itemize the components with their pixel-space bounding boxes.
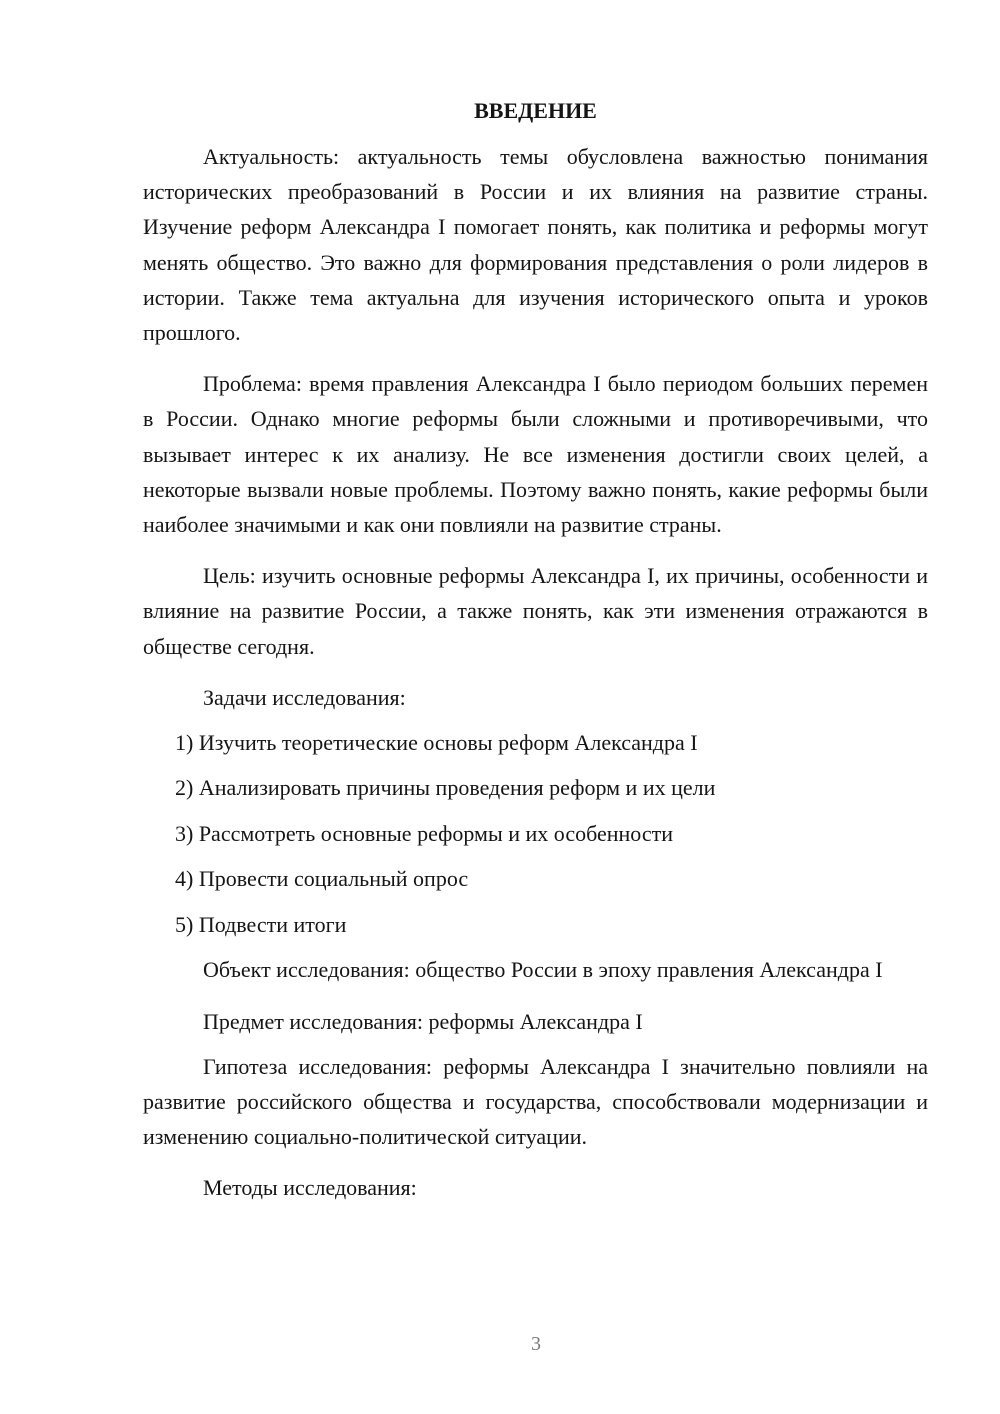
list-item: 4) Провести социальный опрос — [175, 866, 469, 892]
list-item: 1) Изучить теоретические основы реформ Александра I — [175, 729, 698, 755]
goal-paragraph: Цель: изучить основные реформы Александра I, их причины, особенности и влияние на развитие России, а также понять, как эти изменения отражаются в обществе сегодня. — [143, 563, 928, 659]
section-title: ВВЕДЕНИЕ — [474, 98, 597, 123]
tasks-list — [143, 725, 928, 942]
hypothesis-paragraph: Гипотеза исследования: реформы Александра I значительно повлияли на развитие российского общества и государства, способствовали модернизации и изменению социально-политической ситуации. — [143, 1053, 928, 1149]
subject-paragraph: Предмет исследования: реформы Александра I — [203, 1008, 643, 1034]
list-item: 3) Рассмотреть основные реформы и их особенности — [175, 820, 674, 846]
page-content — [143, 96, 928, 1215]
tasks-heading: Задачи исследования: — [203, 684, 406, 710]
page-number: 3 — [531, 1333, 541, 1355]
object-paragraph: Объект исследования: общество России в эпоху правления Александра I — [203, 957, 883, 983]
relevance-paragraph: Актуальность: актуальность темы обусловлена важностью понимания исторических преобразований в России и их влияния на развитие страны. Изучение реформ Александра I помогает понять, как политика и реформы могут менять общество. Это важно для формирования представления о роли лидеров в истории. Также тема актуальна для изучения исторического опыта и уроков прошлого. — [143, 144, 928, 346]
list-item: 5) Подвести итоги — [175, 911, 347, 937]
methods-heading: Методы исследования: — [203, 1175, 417, 1201]
problem-paragraph: Проблема: время правления Александра I было периодом больших перемен в России. Однако многие реформы были сложными и противоречивыми, что вызывает интерес к их анализу. Не все изменения достигли своих целей, а некоторые вызвали новые проблемы. Поэтому важно понять, какие реформы были наиболее значимыми и как они повлияли на развитие страны. — [143, 371, 928, 538]
list-item: 2) Анализировать причины проведения реформ и их цели — [175, 775, 716, 801]
